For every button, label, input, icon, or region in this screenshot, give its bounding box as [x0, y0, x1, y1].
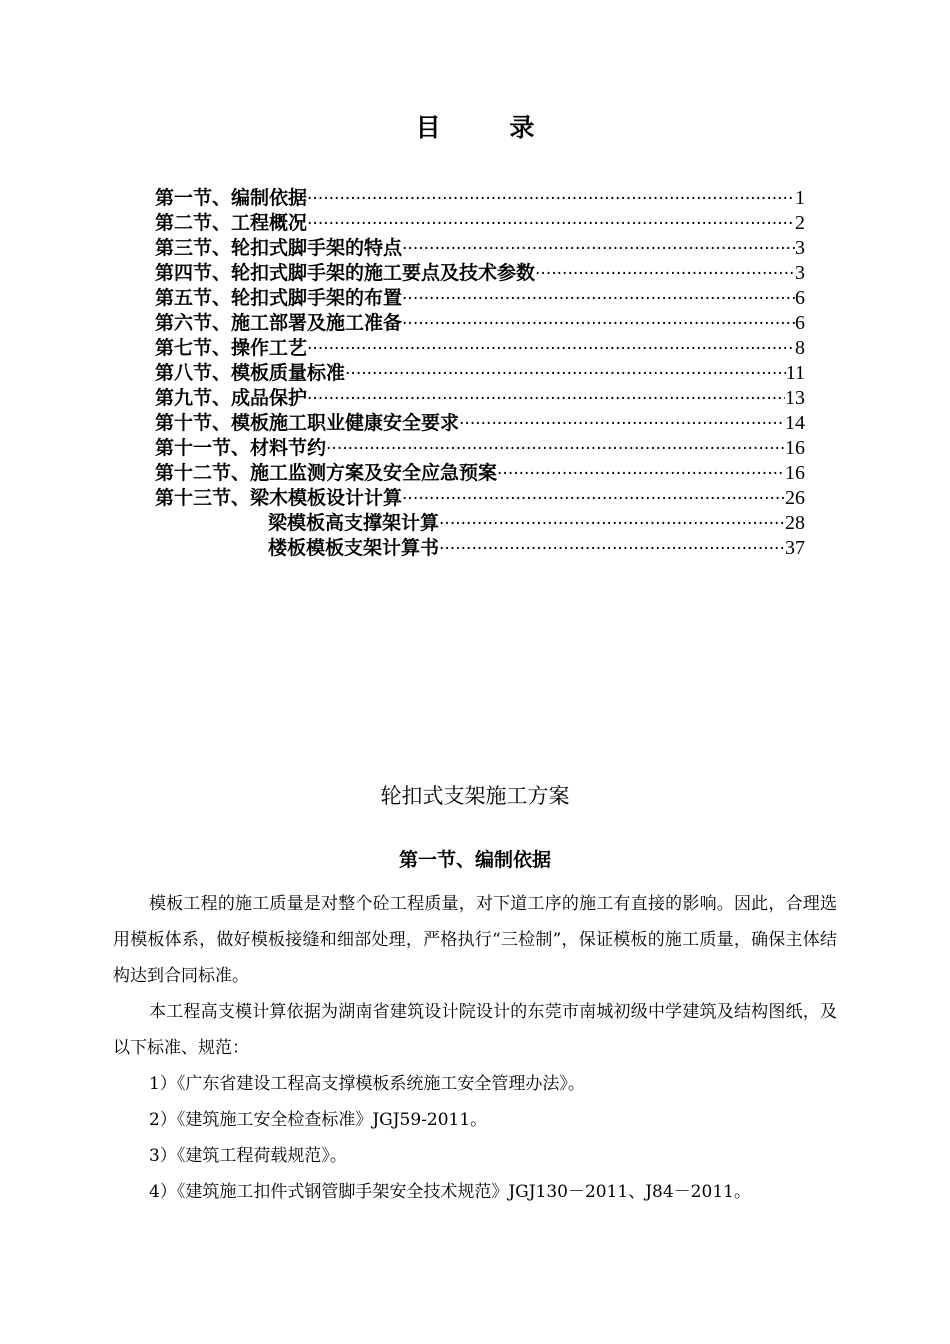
toc-entry[interactable] — [155, 311, 805, 336]
toc-entry-label: 第四节、轮扣式脚手架的施工要点及技术参数 — [155, 262, 536, 284]
toc-entry[interactable] — [155, 211, 805, 236]
toc-entry-label: 第三节、轮扣式脚手架的特点 — [155, 237, 403, 259]
toc-entry[interactable] — [155, 411, 805, 436]
section-body — [113, 886, 837, 1210]
toc-entry-page: 3 — [795, 237, 805, 259]
toc-entry-page: 26 — [785, 487, 805, 509]
toc-entry-label: 第十二节、施工监测方案及安全应急预案 — [155, 462, 498, 484]
toc-entry[interactable] — [155, 186, 805, 211]
toc-entry-label: 第九节、成品保护 — [155, 387, 308, 409]
toc-entry-page: 16 — [785, 462, 805, 484]
toc-entry[interactable] — [155, 436, 805, 461]
body-paragraph: 本工程高支模计算依据为湖南省建筑设计院设计的东莞市南城初级中学建筑及结构图纸，及以下标准、规范： — [113, 1002, 837, 1058]
toc-leader-dots — [345, 362, 786, 387]
toc-entry-label: 第六节、施工部署及施工准备 — [155, 312, 403, 334]
toc-entry[interactable] — [155, 386, 805, 411]
toc-leader-dots — [535, 262, 795, 287]
toc-entry-label: 第十节、模板施工职业健康安全要求 — [155, 412, 460, 434]
toc-entry-page: 37 — [785, 537, 805, 559]
toc-leader-dots — [439, 512, 785, 537]
toc-entry-label: 第十三节、梁木模板设计计算 — [155, 487, 403, 509]
section-heading: 第一节、编制依据 — [398, 849, 551, 871]
toc-leader-dots — [439, 537, 785, 562]
toc-entry-page: 13 — [785, 387, 805, 409]
toc-leader-dots — [307, 187, 795, 212]
toc-entry-label: 梁模板高支撑架计算 — [268, 512, 440, 534]
toc-entry[interactable] — [155, 336, 805, 361]
toc-leader-dots — [326, 437, 785, 462]
toc-entry-label: 第八节、模板质量标准 — [155, 362, 346, 384]
toc-entry-page: 11 — [785, 362, 805, 384]
toc-leader-dots — [459, 412, 785, 437]
toc-entry[interactable] — [155, 286, 805, 311]
toc-entry[interactable] — [155, 261, 805, 286]
document-title: 轮扣式支架施工方案 — [380, 784, 570, 808]
toc-entry-page: 1 — [795, 187, 805, 209]
reference-list-item: 4）《建筑施工扣件式钢管脚手架安全技术规范》JGJ130－2011、J84－2011。 — [149, 1182, 751, 1202]
toc-subentry[interactable] — [155, 536, 805, 561]
toc-leader-dots — [307, 212, 795, 237]
body-paragraph: 模板工程的施工质量是对整个砼工程质量，对下道工序的施工有直接的影响。因此，合理选用模板体系，做好模板接缝和细部处理，严格执行“三检制”，保证模板的施工质量，确保主体结构达到合同标准。 — [113, 894, 837, 986]
toc-entry-page: 6 — [795, 312, 805, 334]
toc-entry-label: 第五节、轮扣式脚手架的布置 — [155, 287, 403, 309]
toc-entry-page: 28 — [785, 512, 805, 534]
toc-leader-dots — [402, 312, 795, 337]
toc-entry-label: 第一节、编制依据 — [155, 187, 308, 209]
toc-entry-label: 第十一节、材料节约 — [155, 437, 327, 459]
toc-entry[interactable] — [155, 361, 805, 386]
toc-entry-page: 6 — [795, 287, 805, 309]
toc-entry-page: 14 — [785, 412, 805, 434]
toc-leader-dots — [497, 462, 785, 487]
toc-leader-dots — [307, 387, 785, 412]
toc-title: 目 录 — [415, 113, 565, 142]
toc-entry-page: 16 — [785, 437, 805, 459]
toc-entry-page: 8 — [795, 337, 805, 359]
toc-leader-dots — [402, 237, 795, 262]
table-of-contents — [155, 186, 805, 561]
toc-entry[interactable] — [155, 461, 805, 486]
toc-leader-dots — [402, 487, 785, 512]
toc-leader-dots — [307, 337, 795, 362]
toc-entry-page: 2 — [795, 212, 805, 234]
toc-entry-page: 3 — [795, 262, 805, 284]
reference-list-item: 1）《广东省建设工程高支撑模板系统施工安全管理办法》。 — [149, 1074, 585, 1094]
toc-entry-label: 楼板模板支架计算书 — [268, 537, 440, 559]
toc-entry-label: 第七节、操作工艺 — [155, 337, 308, 359]
toc-subentry[interactable] — [155, 511, 805, 536]
toc-entry-label: 第二节、工程概况 — [155, 212, 308, 234]
reference-list-item: 3）《建筑工程荷载规范》。 — [149, 1146, 347, 1166]
toc-leader-dots — [402, 287, 795, 312]
reference-list-item: 2）《建筑施工安全检查标准》JGJ59-2011。 — [149, 1110, 488, 1130]
toc-entry[interactable] — [155, 236, 805, 261]
toc-entry[interactable] — [155, 486, 805, 511]
